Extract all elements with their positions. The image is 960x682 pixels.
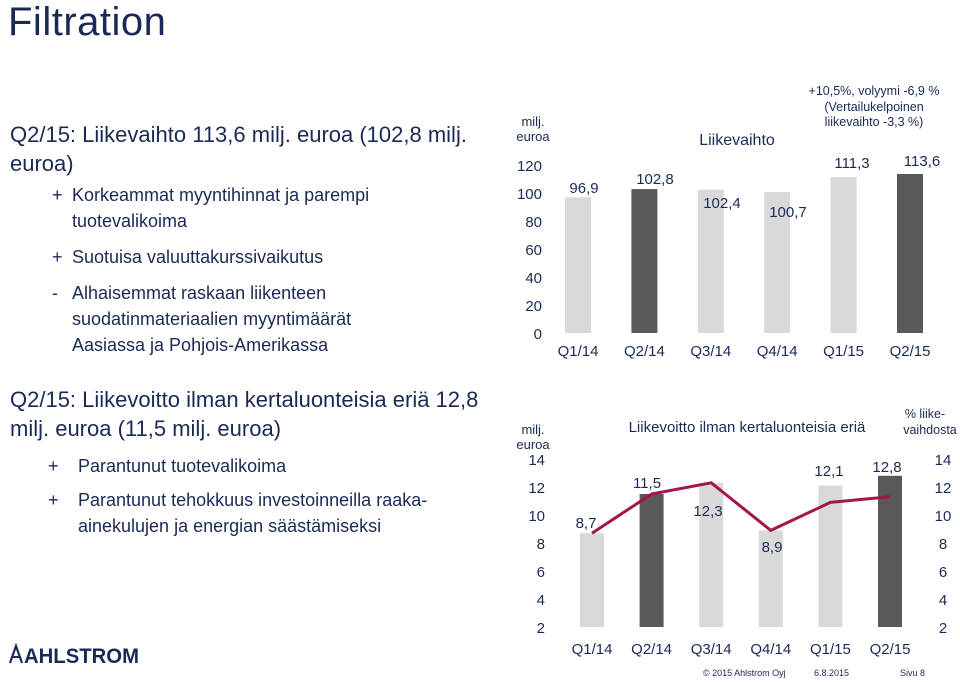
- profit-heading: Q2/15: Liikevoitto ilman kertaluonteisia eriä 12,8 milj. euroa (11,5 milj. euroa): [10, 387, 479, 441]
- logo-text: AHLSTROM: [24, 645, 139, 665]
- data-label: 8,9: [761, 539, 783, 556]
- y-tick-label: 20: [525, 298, 542, 315]
- right-axis-label: vaihdosta: [903, 423, 957, 437]
- x-tick-label: Q1/14: [571, 641, 613, 658]
- data-label: 11,5: [632, 475, 662, 492]
- bar: [565, 197, 591, 333]
- unit-label: milj.: [521, 422, 545, 437]
- y-tick-label: 40: [525, 270, 542, 287]
- x-tick-label: Q2/15: [869, 641, 911, 658]
- y-tick-label: 4: [536, 592, 545, 609]
- y-tick-label: 100: [516, 186, 542, 203]
- data-label: 12,8: [872, 459, 902, 476]
- chart-title: Liikevaihto: [699, 132, 775, 149]
- bar: [831, 177, 857, 333]
- footer-page: Sivu 8: [900, 668, 926, 678]
- right-y-tick-label: 14: [934, 452, 952, 469]
- y-tick-label: 80: [525, 214, 542, 231]
- right-y-tick-label: 2: [938, 620, 948, 637]
- x-tick-label: Q3/14: [690, 343, 732, 360]
- x-tick-label: Q2/15: [889, 343, 931, 360]
- data-label: 96,9: [569, 180, 599, 197]
- right-y-tick-label: 10: [934, 508, 952, 525]
- bar: [580, 533, 604, 627]
- y-tick-label: 10: [528, 508, 545, 525]
- y-tick-label: 2: [536, 620, 545, 637]
- data-label: 12,3: [693, 503, 723, 520]
- bullet-symbol: +: [48, 490, 59, 510]
- bullet-text: Korkeammat myyntihinnat ja parempi tuotevalikoima: [72, 185, 370, 231]
- y-tick-label: 120: [516, 158, 542, 175]
- y-tick-label: 0: [533, 326, 542, 343]
- bullet-symbol: -: [52, 283, 58, 303]
- y-tick-label: 14: [528, 452, 545, 469]
- data-label: 102,4: [703, 195, 741, 212]
- bar: [631, 189, 657, 333]
- x-tick-label: Q3/14: [690, 641, 732, 658]
- bullet-text: Alhaisemmat raskaan liikenteen suodatinmateriaalien myyntimäärät Aasiassa ja Pohjois-Amerikassa: [72, 283, 352, 355]
- data-label: 102,8: [636, 171, 674, 188]
- y-tick-label: 60: [525, 242, 542, 259]
- y-tick-label: 12: [528, 480, 545, 497]
- x-tick-label: Q4/14: [756, 343, 798, 360]
- x-tick-label: Q1/14: [557, 343, 599, 360]
- x-tick-label: Q1/15: [809, 641, 851, 658]
- x-tick-label: Q4/14: [750, 641, 792, 658]
- bullet-symbol: +: [48, 456, 59, 476]
- footer-copyright: © 2015 Ahlstrom Oyj: [703, 668, 786, 678]
- slide-title: Filtration: [8, 0, 167, 44]
- right-y-tick-label: 6: [938, 564, 948, 581]
- unit-label: euroa: [516, 437, 550, 452]
- bullet-symbol: +: [52, 247, 63, 267]
- chart-annotation: liikevaihto -3,3 %): [824, 115, 924, 129]
- right-y-tick-label: 12: [934, 480, 952, 497]
- right-axis-label: % liike-: [904, 407, 946, 421]
- data-label: 8,7: [575, 515, 597, 532]
- data-label: 113,6: [903, 153, 941, 170]
- chart-annotation: (Vertailukelpoinen: [824, 100, 924, 114]
- bar: [897, 174, 923, 333]
- bullet-symbol: +: [52, 185, 63, 205]
- data-label: 111,3: [834, 155, 870, 172]
- unit-label: milj.: [521, 114, 545, 129]
- chart-annotation: +10,5%, volyymi -6,9 %: [808, 84, 940, 98]
- bullet-text: Suotuisa valuuttakurssivaikutus: [72, 247, 324, 267]
- y-tick-label: 6: [536, 564, 545, 581]
- data-label: 12,1: [814, 463, 844, 480]
- right-y-tick-label: 4: [938, 592, 948, 609]
- y-tick-label: 8: [536, 536, 545, 553]
- unit-label: euroa: [516, 129, 550, 144]
- revenue-heading: Q2/15: Liikevaihto 113,6 milj. euroa (102,8 milj. euroa): [10, 122, 467, 176]
- x-tick-label: Q2/14: [631, 641, 673, 658]
- data-label: 100,7: [769, 204, 807, 221]
- bar: [640, 494, 664, 627]
- bullet-text: Parantunut tuotevalikoima: [78, 456, 287, 476]
- bullet-text: Parantunut tehokkuus investoinneilla raaka-ainekulujen ja energian säästämiseksi: [78, 490, 428, 536]
- chart-title: Liikevoitto ilman kertaluonteisia eriä: [628, 419, 866, 436]
- footer-date: 6.8.2015: [814, 668, 850, 678]
- right-y-tick-label: 8: [938, 536, 948, 553]
- x-tick-label: Q2/14: [623, 343, 665, 360]
- x-tick-label: Q1/15: [823, 343, 865, 360]
